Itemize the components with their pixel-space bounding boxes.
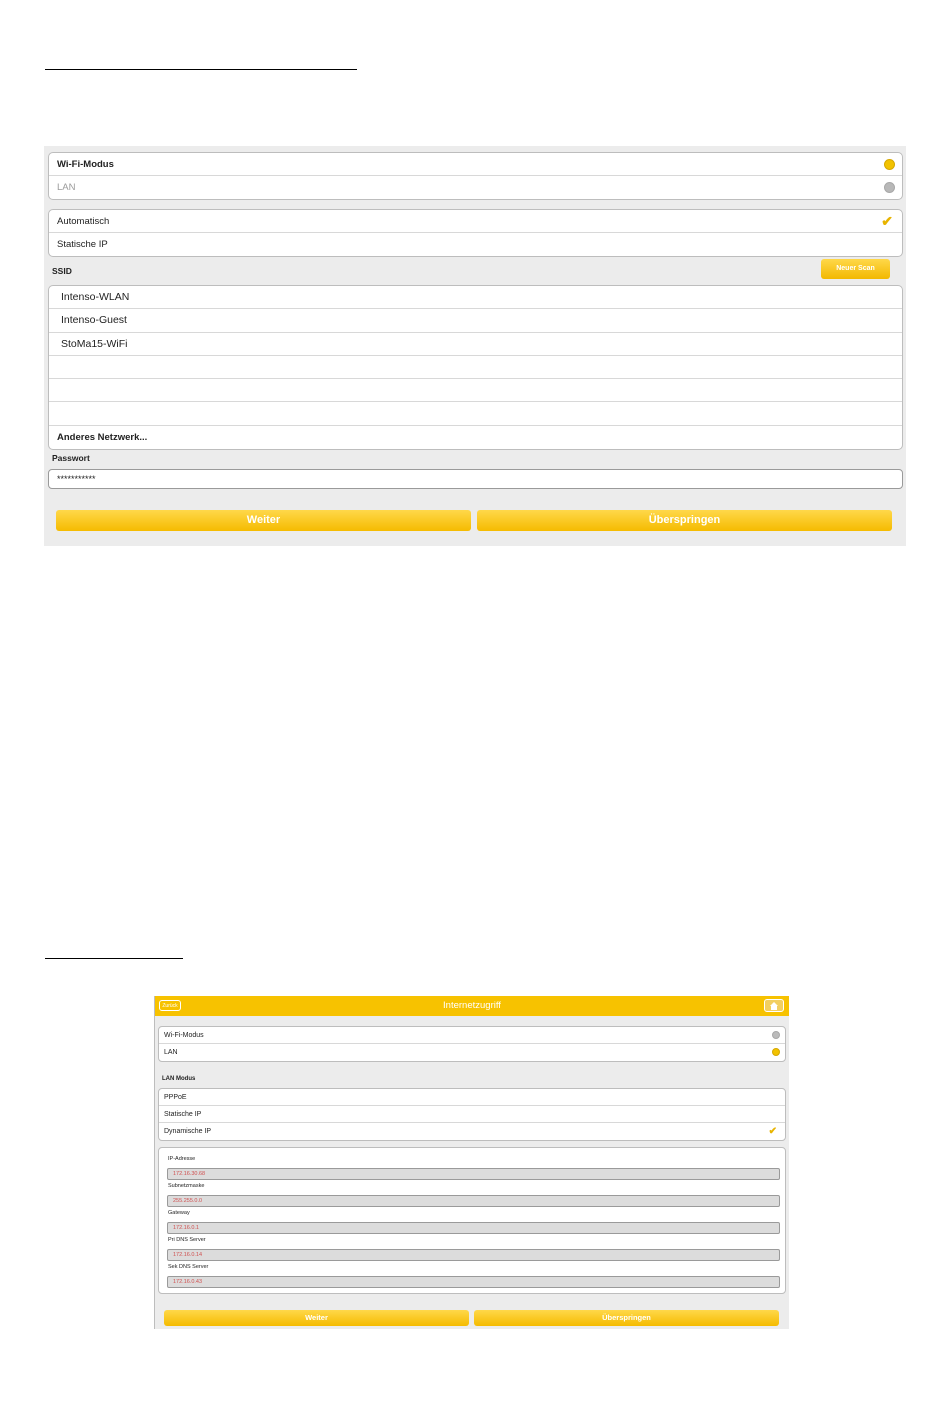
network-item-empty[interactable]	[49, 402, 902, 425]
network-item-empty[interactable]	[49, 356, 902, 379]
other-network-item[interactable]: Anderes Netzwerk...	[57, 431, 148, 443]
lan-option-label: PPPoE	[164, 1094, 187, 1101]
skip-button[interactable]: Überspringen	[477, 510, 892, 531]
connection-mode-group	[158, 1026, 786, 1062]
title-bar	[155, 996, 789, 1016]
ip-option-static[interactable]	[49, 233, 902, 256]
section-underline-2	[45, 958, 183, 959]
mode-option-label: Wi-Fi-Modus	[57, 159, 114, 170]
next-button[interactable]: Weiter	[164, 1310, 469, 1326]
skip-button[interactable]: Überspringen	[474, 1310, 779, 1326]
mode-option-label: LAN	[164, 1049, 178, 1056]
section-underline-1	[45, 69, 357, 70]
network-item[interactable]: Intenso-WLAN	[49, 286, 902, 309]
primary-dns-label: Pri DNS Server	[168, 1237, 206, 1243]
primary-dns-field[interactable]: 172.16.0.14	[167, 1249, 780, 1261]
gateway-label: Gateway	[168, 1210, 190, 1216]
radio-dot-inactive-icon	[884, 182, 895, 193]
page-title: Internetzugriff	[443, 1000, 501, 1011]
mode-option-label: Wi-Fi-Modus	[164, 1032, 204, 1039]
lan-mode-label: LAN Modus	[162, 1076, 196, 1082]
ip-address-label: IP-Adresse	[168, 1156, 196, 1162]
radio-dot-active-icon	[884, 159, 895, 170]
ip-address-field[interactable]: 172.16.30.68	[167, 1168, 780, 1180]
mode-option-lan[interactable]	[159, 1044, 785, 1061]
network-list	[48, 285, 903, 450]
next-button[interactable]: Weiter	[56, 510, 471, 531]
secondary-dns-label: Sek DNS Server	[168, 1264, 209, 1270]
lan-option-label: Dynamische IP	[164, 1128, 212, 1135]
secondary-dns-field[interactable]: 172.16.0.43	[167, 1276, 780, 1288]
radio-dot-inactive-icon	[772, 1031, 780, 1039]
ip-option-label: Statische IP	[57, 239, 108, 250]
ssid-label: SSID	[52, 266, 72, 276]
lan-setup-panel	[154, 996, 789, 1329]
subnet-mask-label: Subnetzmaske	[168, 1183, 205, 1189]
network-item[interactable]: Intenso-Guest	[49, 309, 902, 332]
ip-option-automatic[interactable]	[49, 210, 902, 233]
lan-option-dynamic[interactable]	[159, 1123, 785, 1140]
ip-option-label: Automatisch	[57, 216, 110, 227]
home-icon-body	[771, 1006, 777, 1010]
new-scan-button[interactable]: Neuer Scan	[821, 259, 890, 279]
connection-mode-group	[48, 152, 903, 200]
lan-option-pppoe[interactable]	[159, 1089, 785, 1106]
ip-mode-group	[48, 209, 903, 257]
network-item-empty[interactable]	[49, 379, 902, 402]
network-fields-group	[158, 1147, 786, 1294]
mode-option-wifi[interactable]	[49, 153, 902, 176]
checkmark-icon: ✔	[768, 1126, 777, 1137]
network-item[interactable]: StoMa15-WiFi	[49, 333, 902, 356]
wifi-setup-panel	[44, 146, 906, 546]
lan-option-label: Statische IP	[164, 1111, 202, 1118]
mode-option-wifi[interactable]	[159, 1027, 785, 1044]
back-button[interactable]: Zurück	[159, 1000, 181, 1011]
mode-option-label: LAN	[57, 182, 76, 193]
radio-dot-active-icon	[772, 1048, 780, 1056]
lan-mode-group	[158, 1088, 786, 1141]
checkmark-icon: ✔	[881, 213, 893, 229]
password-input[interactable]: ***********	[48, 469, 903, 489]
home-button[interactable]	[764, 999, 784, 1012]
gateway-field[interactable]: 172.16.0.1	[167, 1222, 780, 1234]
lan-option-static[interactable]	[159, 1106, 785, 1123]
mode-option-lan[interactable]	[49, 176, 902, 199]
password-label: Passwort	[52, 453, 90, 463]
subnet-mask-field[interactable]: 255.255.0.0	[167, 1195, 780, 1207]
